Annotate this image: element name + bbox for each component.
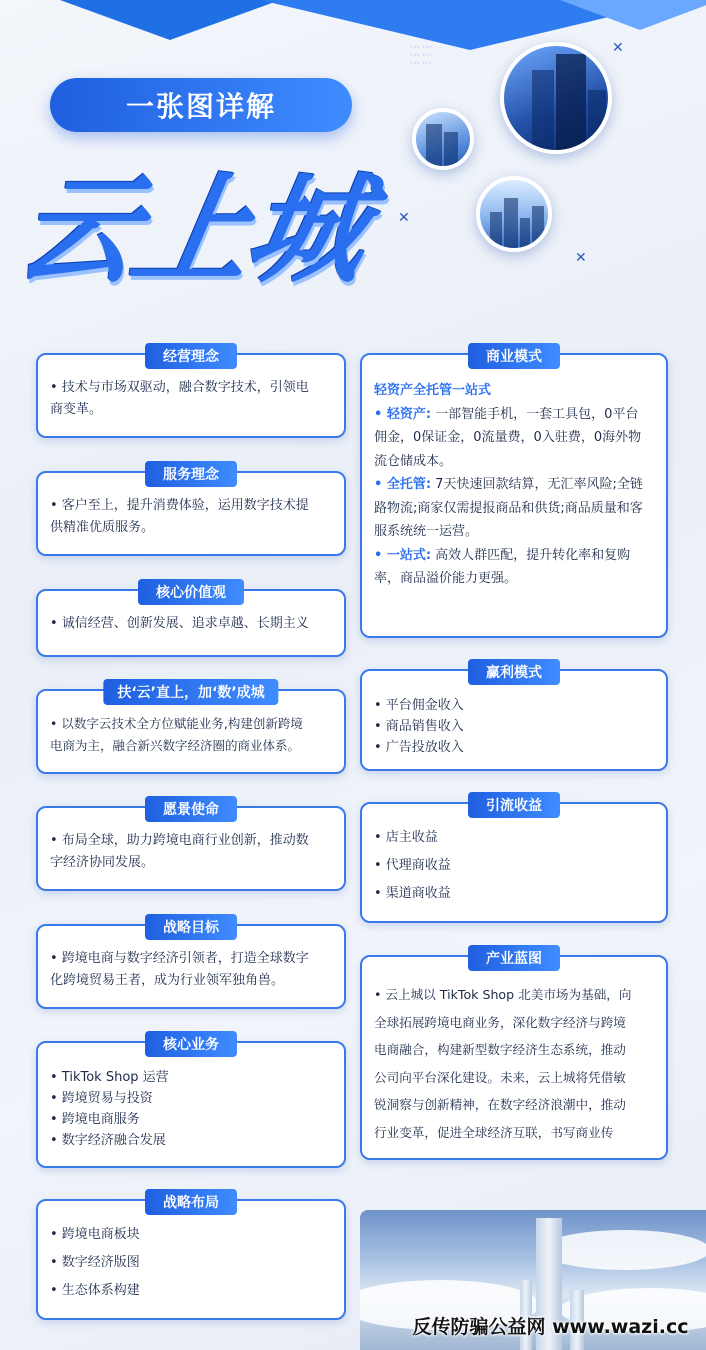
- card-tag: 经营理念: [145, 343, 237, 369]
- card-line: 率，商品溢价能力更强。: [374, 571, 518, 586]
- card-tag: 引流收益: [468, 792, 560, 818]
- card-line: • 以数字云技术全方位赋能业务,构建创新跨境: [50, 716, 303, 731]
- card-strategic-layout: [36, 1195, 346, 1320]
- card-line: • 渠道商收益: [374, 886, 451, 901]
- card-line: • 跨境电商板块: [50, 1227, 140, 1242]
- card-traffic-income: [360, 798, 668, 923]
- card-line: • 广告投放收入: [374, 740, 464, 755]
- business-model-item: • 轻资产: 一部智能手机，一套工具包，0平台: [374, 406, 639, 422]
- card-tag: 愿景使命: [145, 796, 237, 822]
- card-line: 公司向平台深化建设。未来，云上城将凭借敏: [374, 1069, 626, 1085]
- card-line: • 平台佣金收入: [374, 698, 464, 713]
- card-line: 电商融合，构建新型数字经济生态系统，推动: [374, 1042, 626, 1057]
- card-line: • 跨境贸易与投资: [50, 1091, 153, 1106]
- card-tag: 服务理念: [145, 461, 237, 487]
- card-line: • 跨境电商服务: [50, 1112, 140, 1127]
- card-line: • 代理商收益: [374, 858, 451, 873]
- card-vision-mission: [36, 802, 346, 891]
- card-line: 流仓储成本。: [374, 453, 453, 469]
- card-line: 字经济协同发展。: [50, 855, 155, 870]
- card-tag: 扶‘云’直上，加‘数’成城: [103, 679, 278, 705]
- cross-decoration-icon: ✕: [612, 40, 624, 56]
- card-profit-model: [360, 665, 668, 771]
- card-line: • 跨境电商与数字经济引领者，打造全球数字: [50, 951, 309, 966]
- card-tag: 核心业务: [145, 1031, 237, 1057]
- card-line: 商变革。: [50, 402, 103, 417]
- card-line: 锐洞察与创新精神，在数字经济浪潮中，推动: [374, 1097, 626, 1112]
- card-line: • 布局全球，助力跨境电商行业创新，推动数: [50, 833, 309, 848]
- dot-grid-decoration: ⋯⋯ ⋯⋯ ⋯⋯: [410, 42, 434, 69]
- city-photo-circle: [476, 176, 552, 252]
- top-triangle-decoration: [560, 0, 706, 30]
- card-line: • 生态体系构建: [50, 1283, 140, 1298]
- main-title: 云上城: [7, 160, 375, 299]
- card-line: 电商为主，融合新兴数字经济圈的商业体系。: [50, 738, 301, 753]
- business-model-item: • 全托管: 7天快速回款结算，无汇率风险;全链: [374, 477, 643, 492]
- card-line: • 数字经济融合发展: [50, 1133, 166, 1148]
- card-line: • 商品销售收入: [374, 719, 464, 734]
- card-service-philosophy: [36, 467, 346, 556]
- card-line: 全球拓展跨境电商业务，深化数字经济与跨境: [374, 1014, 626, 1030]
- card-line: 供精准优质服务。: [50, 520, 155, 535]
- card-tag: 战略目标: [145, 914, 237, 940]
- cross-decoration-icon: ✕: [575, 250, 587, 266]
- cross-decoration-icon: ✕: [398, 210, 410, 226]
- card-line: 服系统统一运营。: [374, 524, 479, 539]
- card-line: • 客户至上，提升消费体验，运用数字技术提: [50, 498, 309, 513]
- card-line: • 云上城以 TikTok Shop 北美市场为基础，向: [374, 987, 632, 1002]
- card-line: 行业变革，促进全球经济互联，书写商业传: [374, 1124, 614, 1140]
- top-triangle-decoration: [60, 0, 280, 40]
- card-strategic-goal: [36, 920, 346, 1009]
- card-line: 路物流;商家仅需提报商品和供货;商品质量和客: [374, 500, 643, 516]
- card-core-values: [36, 585, 346, 657]
- watermark-text: 反传防骗公益网 www.wazi.cc: [412, 1315, 689, 1338]
- card-tag: 产业蓝图: [468, 945, 560, 971]
- card-line: 化跨境贸易王者，成为行业领军独角兽。: [50, 973, 285, 988]
- card-industry-blueprint: [360, 951, 668, 1160]
- card-tag: 核心价值观: [138, 579, 244, 605]
- card-line: • 店主收益: [374, 830, 438, 845]
- card-tag: 战略布局: [145, 1189, 237, 1215]
- business-model-item: • 一站式: 高效人群匹配，提升转化率和复购: [374, 547, 631, 563]
- card-line: • 诚信经营、创新发展、追求卓越、长期主义: [50, 616, 309, 631]
- card-business-model: [360, 349, 668, 638]
- card-line: 佣金，0保证金，0流量费，0入驻费，0海外物: [374, 430, 642, 445]
- card-tag: 商业模式: [468, 343, 560, 369]
- card-core-business: [36, 1037, 346, 1168]
- header-pill-title: 一张图详解: [50, 78, 352, 132]
- card-slogan: [36, 685, 346, 774]
- card-line: • TikTok Shop 运营: [50, 1070, 169, 1085]
- skyscraper-photo-circle: [500, 42, 612, 154]
- card-line: • 技术与市场双驱动，融合数字技术，引领电: [50, 380, 309, 395]
- card-business-philosophy: [36, 349, 346, 438]
- card-tag: 赢利模式: [468, 659, 560, 685]
- business-model-headline: 轻资产全托管一站式: [374, 383, 492, 398]
- card-line: • 数字经济版图: [50, 1255, 140, 1270]
